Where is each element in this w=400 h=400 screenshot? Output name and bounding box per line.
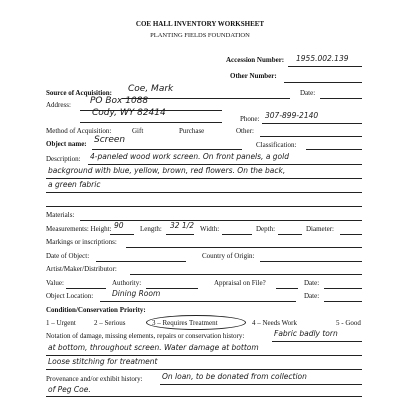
notation-line-3 — [46, 369, 362, 370]
notation-line-1 — [272, 341, 362, 342]
notation-line2: at bottom, throughout screen. Water damage at bottom — [48, 343, 259, 352]
height-line — [110, 234, 134, 235]
location-date-label: Date: — [304, 292, 320, 300]
provenance-line-2 — [46, 396, 362, 397]
authority-label: Authority: — [112, 279, 142, 287]
accession-label: Accession Number: — [226, 56, 285, 64]
length-label: Length: — [140, 225, 162, 233]
source-date-line — [320, 98, 362, 99]
source-value: Coe, Mark — [128, 84, 174, 94]
address-label: Address: — [46, 101, 71, 109]
height-value: 90 — [114, 221, 124, 230]
notation-line1: Fabric badly torn — [274, 329, 338, 338]
method-other-line — [260, 136, 362, 137]
location-value: Dining Room — [112, 289, 161, 298]
depth-label: Depth: — [256, 225, 276, 233]
appraisal-line — [276, 288, 298, 289]
markings-label: Markings or inscriptions: — [46, 238, 117, 246]
description-line1: 4-paneled wood work screen. On front panels, a gold — [90, 152, 289, 161]
description-line-1 — [88, 164, 362, 165]
date-of-object-label: Date of Object: — [46, 252, 90, 260]
location-line — [100, 301, 296, 302]
provenance-label: Provenance and/or exhibit history: — [46, 375, 143, 383]
notation-line-2 — [46, 355, 362, 356]
accession-line — [288, 66, 362, 67]
worksheet-title: COE HALL INVENTORY WORKSHEET — [135, 20, 265, 28]
method-label: Method of Acquisition: — [46, 127, 112, 135]
foundation-subtitle: PLANTING FIELDS FOUNDATION — [150, 32, 250, 39]
provenance-line2: of Peg Coe. — [48, 385, 91, 394]
provenance-line-1 — [160, 384, 362, 385]
notation-line3: Loose stitching for treatment — [48, 357, 158, 366]
address-line-2 — [80, 122, 222, 123]
depth-line — [278, 234, 302, 235]
description-line2: background with blue, yellow, brown, red flowers. On the back, — [48, 166, 286, 175]
date-of-object-line — [96, 261, 186, 262]
object-name-line — [92, 149, 242, 150]
classification-line — [306, 149, 362, 150]
phone-line — [262, 123, 362, 124]
priority-serious: 2 – Serious — [94, 319, 126, 327]
value-date-line — [324, 288, 362, 289]
method-other: Other: — [236, 127, 254, 135]
artist-line — [130, 274, 362, 275]
appraisal-label: Appraisal on File? — [214, 279, 266, 287]
priority-needs-work: 4 – Needs Work — [252, 319, 297, 327]
location-date-line — [324, 301, 362, 302]
source-label: Source of Acquisition: — [46, 89, 112, 97]
phone-label: Phone: — [240, 115, 260, 123]
accession-value: 1955.002.139 — [296, 54, 349, 63]
width-label: Width: — [200, 225, 220, 233]
measurements-label: Measurements: Height: — [46, 225, 112, 233]
length-line — [166, 234, 194, 235]
diameter-label: Diameter: — [306, 225, 334, 233]
materials-label: Materials: — [46, 211, 75, 219]
other-number-line — [284, 82, 362, 83]
priority-requires-treatment: 3 – Requires Treatment — [152, 319, 218, 327]
address-line2-value: Cody, WY 82414 — [92, 108, 166, 118]
country-line — [260, 261, 362, 262]
value-date-label: Date: — [304, 279, 320, 287]
description-line-3 — [46, 192, 362, 193]
location-label: Object Location: — [46, 292, 94, 300]
description-label: Description: — [46, 155, 81, 163]
value-label: Value: — [46, 279, 64, 287]
country-label: Country of Origin: — [202, 252, 255, 260]
classification-label: Classification: — [256, 141, 297, 149]
source-date-label: Date: — [300, 89, 316, 97]
length-value: 32 1/2 — [170, 221, 194, 230]
notation-label: Notation of damage, missing elements, repairs or conservation history: — [46, 332, 245, 340]
method-gift: Gift — [132, 127, 144, 135]
value-line — [66, 288, 106, 289]
other-number-label: Other Number: — [230, 72, 277, 80]
priority-urgent: 1 – Urgent — [46, 319, 76, 327]
priority-label: Condition/Conservation Priority: — [46, 306, 146, 314]
object-name-value: Screen — [94, 135, 126, 145]
diameter-line — [340, 234, 362, 235]
object-name-label: Object name: — [46, 140, 87, 148]
phone-value: 307-899-2140 — [265, 111, 319, 120]
description-line3: a green fabric — [48, 180, 101, 189]
width-line — [222, 234, 252, 235]
artist-label: Artist/Maker/Distributor: — [46, 265, 117, 273]
priority-good: 5 - Good — [336, 319, 361, 327]
provenance-line1: On loan, to be donated from collection — [162, 372, 307, 381]
address-line1-value: PO Box 1088 — [90, 96, 149, 106]
description-line-4 — [46, 206, 362, 207]
markings-line — [126, 247, 362, 248]
description-line-2 — [46, 178, 362, 179]
method-purchase: Purchase — [179, 127, 205, 135]
